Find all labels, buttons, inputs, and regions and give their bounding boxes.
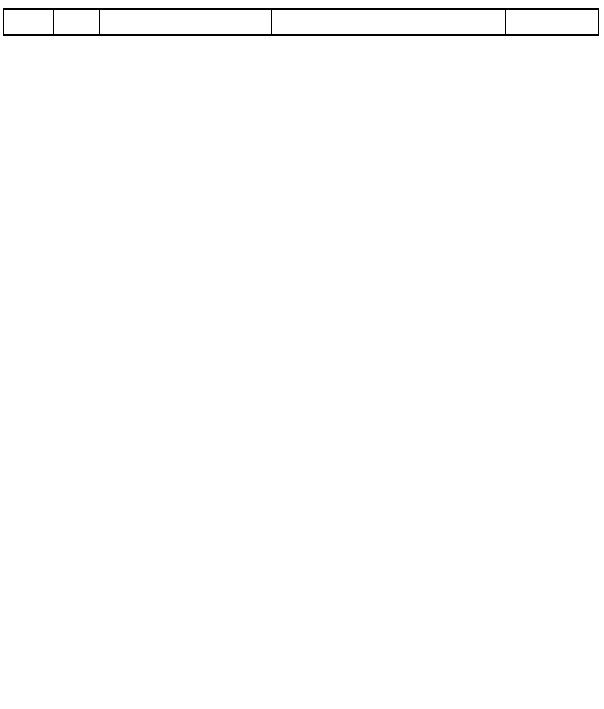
km-header: [4, 9, 54, 35]
time-header: [506, 9, 599, 35]
info-header: [272, 9, 506, 35]
route-header: [100, 9, 272, 35]
route-table: [3, 8, 599, 36]
direction-header: [54, 9, 100, 35]
header-row: [4, 9, 599, 35]
